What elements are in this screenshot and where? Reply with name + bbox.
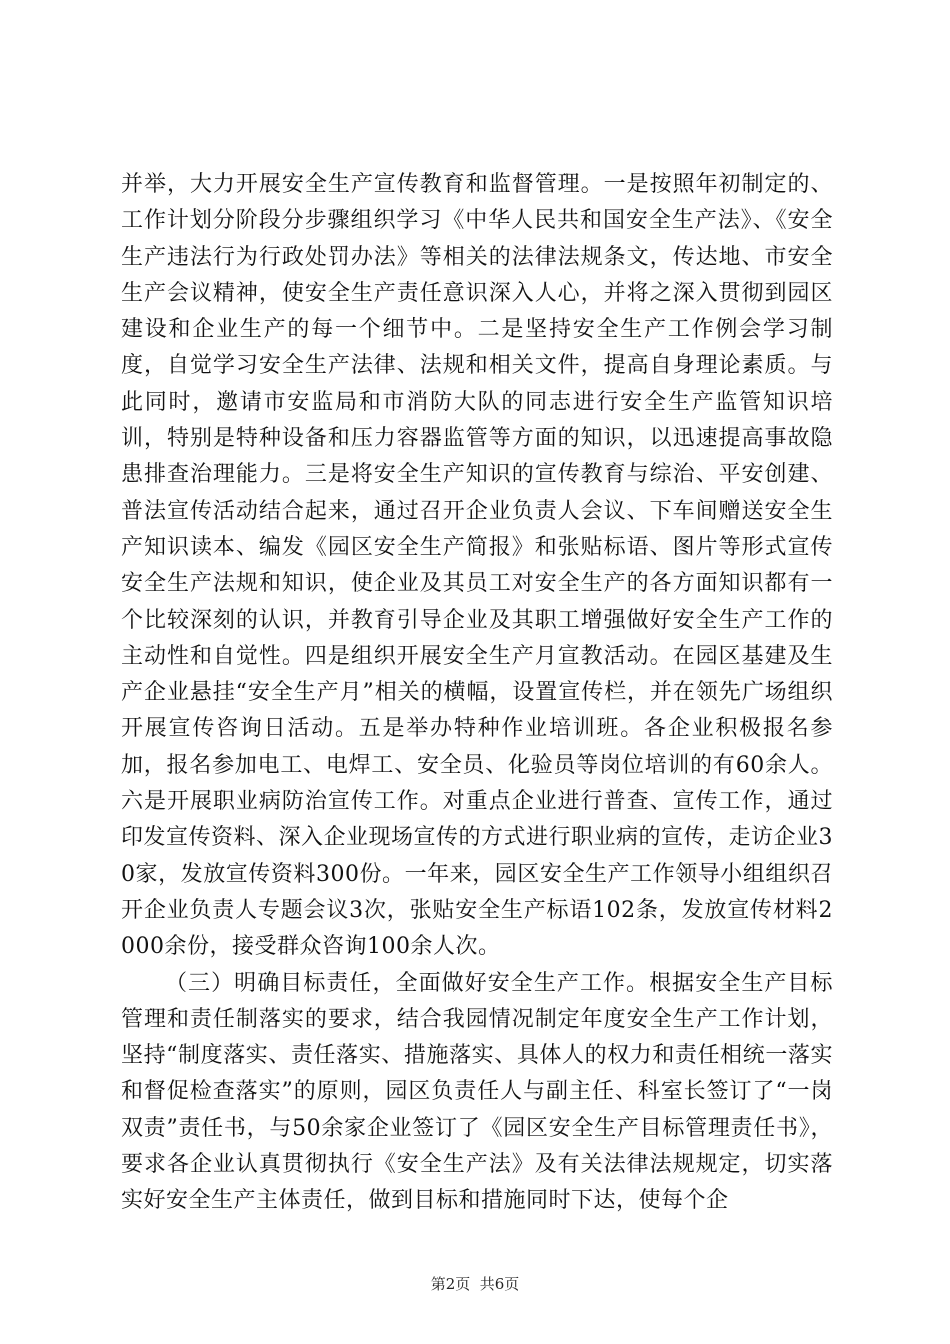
document-body (121, 167, 833, 1220)
page-footer (0, 1274, 950, 1294)
body-paragraph-1: 并举，大力开展安全生产宣传教育和监督管理。一是按照年初制定的、工作计划分阶段分步骤组织学习《中华人民共和国安全生产法》、《安全生产违法行为行政处罚办法》等相关的法律法规条文，传达地、市安全生产会议精神，使安全生产责任意识深入人心，并将之深入贯彻到园区建设和企业生产的每一个细节中。二是坚持安全生产工作例会学习制度，自觉学习安全生产法律、法规和相关文件，提高自身理论素质。与此同时，邀请市安监局和市消防大队的同志进行安全生产监管知识培训，特别是特种设备和压力容器监管等方面的知识，以迅速提高事故隐患排查治理能力。三是将安全生产知识的宣传教育与综治、平安创建、普法宣传活动结合起来，通过召开企业负责人会议、下车间赠送安全生产知识读本、编发《园区安全生产简报》和张贴标语、图片等形式宣传安全生产法规和知识，使企业及其员工对安全生产的各方面知识都有一个比较深刻的认识，并教育引导企业及其职工增强做好安全生产工作的主动性和自觉性。四是组织开展安全生产月宣教活动。在园区基建及生产企业悬挂“安全生产月”相关的横幅，设置宣传栏，并在领先广场组织开展宣传咨询日活动。五是举办特种作业培训班。各企业积极报名参加，报名参加电工、电焊工、安全员、化验员等岗位培训的有60余人。六是开展职业病防治宣传工作。对重点企业进行普查、宣传工作，通过印发宣传资料、深入企业现场宣传的方式进行职业病的宣传，走访企业30家，发放宣传资料300份。一年来，园区安全生产工作领导小组组织召开企业负责人专题会议3次，张贴安全生产标语102条，发放宣传材料2000余份，接受群众咨询100余人次。 (121, 172, 833, 960)
page-number-label: 第2页 共6页 (430, 1275, 520, 1293)
body-paragraph-2: （三）明确目标责任，全面做好安全生产工作。根据安全生产目标管理和责任制落实的要求，结合我园情况制定年度安全生产工作计划，坚持“制度落实、责任落实、措施落实、具体人的权力和责任相统一落实和督促检查落实”的原则，园区负责任人与副主任、科室长签订了“一岗双责”责任书，与50余家企业签订了《园区安全生产目标管理责任书》，要求各企业认真贯彻执行《安全生产法》及有关法律法规规定，切实落实好安全生产主体责任，做到目标和措施同时下达，使每个企 (121, 970, 833, 1214)
